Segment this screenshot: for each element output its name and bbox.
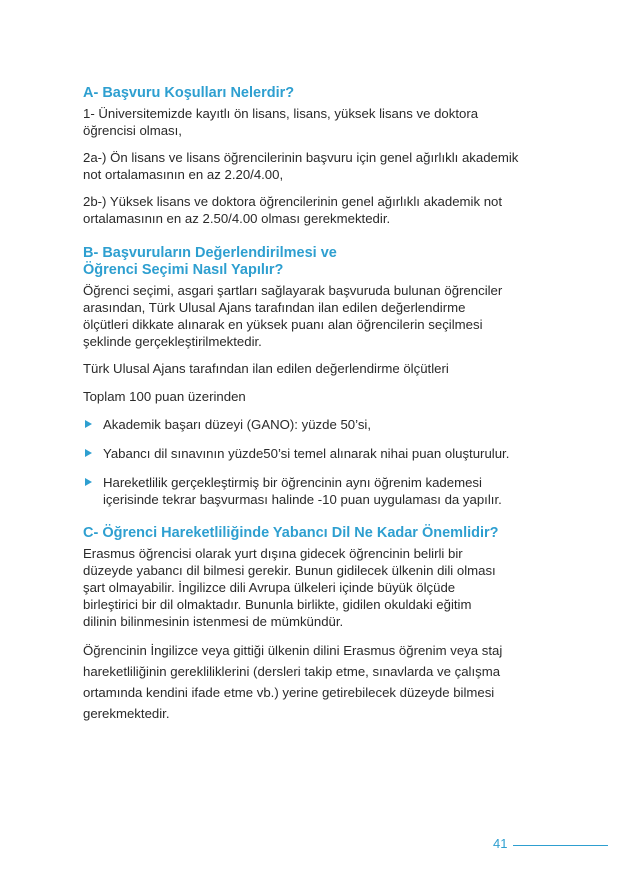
text-line: gerekmektedir. bbox=[83, 706, 170, 721]
text-line: Akademik başarı düzeyi (GANO): yüzde 50’si, bbox=[103, 417, 372, 432]
section-a-item-2b bbox=[83, 193, 563, 227]
section-b-heading bbox=[83, 245, 563, 279]
triangle-bullet-icon bbox=[85, 420, 92, 428]
text-line: 1- Üniversitemizde kayıtlı ön lisans, lisans, yüksek lisans ve doktora bbox=[83, 106, 479, 121]
section-a-heading: A- Başvuru Koşulları Nelerdir? bbox=[83, 85, 295, 101]
bullet-text bbox=[103, 416, 371, 433]
text-line: içerisinde tekrar başvurması halinde -10 puan uygulaması da yapılır. bbox=[103, 492, 502, 507]
text-line: düzeyde yabancı dil bilmesi gerekir. Bunun gidilecek ülkenin dili olması bbox=[83, 563, 496, 578]
section-b-paragraph-1 bbox=[83, 282, 563, 350]
heading-line: Öğrenci Seçimi Nasıl Yapılır? bbox=[83, 262, 284, 278]
bullet-text bbox=[103, 474, 502, 508]
text-line: Erasmus öğrencisi olarak yurt dışına gidecek öğrencinin belirli bir bbox=[83, 546, 463, 561]
text-line: 2b-) Yüksek lisans ve doktora öğrencilerinin genel ağırlıklı akademik not bbox=[83, 194, 503, 209]
heading-line: B- Başvuruların Değerlendirilmesi ve bbox=[83, 245, 337, 261]
text-line: dilinin bilinmesinin istenmesi de mümkündür. bbox=[83, 614, 344, 629]
triangle-bullet-icon bbox=[85, 478, 92, 486]
section-a-item-1 bbox=[83, 105, 563, 139]
section-c-heading: C- Öğrenci Hareketliliğinde Yabancı Dil Ne Kadar Önemlidir? bbox=[83, 525, 499, 541]
text-line: not ortalamasının en az 2.20/4.00, bbox=[83, 167, 284, 182]
text-line: arasından, Türk Ulusal Ajans tarafından ilan edilen değerlendirme bbox=[83, 300, 466, 315]
text-line: birleştirici bir dil olmaktadır. Bununla birlikte, gidilen okuldaki eğitim bbox=[83, 597, 472, 612]
text-line: hareketliliğinin gerekliliklerini (dersleri takip etme, sınavlarda ve çalışma bbox=[83, 664, 501, 679]
page-content bbox=[83, 85, 563, 724]
section-b-paragraph-2: Türk Ulusal Ajans tarafından ilan edilen değerlendirme ölçütleri bbox=[83, 361, 449, 376]
text-line: Yabancı dil sınavının yüzde50’si temel alınarak nihai puan oluşturulur. bbox=[103, 446, 510, 461]
section-c-paragraph-1 bbox=[83, 545, 563, 630]
bullet-item bbox=[83, 445, 563, 462]
text-line: Hareketlilik gerçekleştirmiş bir öğrencinin aynı öğrenim kademesi bbox=[103, 475, 482, 490]
text-line: şart olmayabilir. İngilizce dili Avrupa ülkeleri içinde büyük ölçüde bbox=[83, 580, 456, 595]
text-line: Öğrencinin İngilizce veya gittiği ülkenin dilini Erasmus öğrenim veya staj bbox=[83, 643, 503, 658]
text-line: Öğrenci seçimi, asgari şartları sağlayarak başvuruda bulunan öğrenciler bbox=[83, 283, 503, 298]
text-line: ölçütleri dikkate alınarak en yüksek puanı alan öğrencilerin seçilmesi bbox=[83, 317, 483, 332]
text-line: 2a-) Ön lisans ve lisans öğrencilerinin başvuru için genel ağırlıklı akademik bbox=[83, 150, 519, 165]
bullet-item bbox=[83, 416, 563, 433]
section-b-paragraph-3: Toplam 100 puan üzerinden bbox=[83, 389, 246, 404]
text-line: ortalamasının en az 2.50/4.00 olması gerekmektedir. bbox=[83, 211, 391, 226]
section-a-item-2a bbox=[83, 149, 563, 183]
bullet-item bbox=[83, 474, 563, 508]
page-number: 41 bbox=[493, 836, 508, 851]
text-line: öğrencisi olması, bbox=[83, 123, 182, 138]
text-line: ortamında kendini ifade etme vb.) yerine getirebilecek düzeyde bilmesi bbox=[83, 685, 495, 700]
footer-rule bbox=[513, 845, 608, 846]
text-line: şeklinde gerçekleştirilmektedir. bbox=[83, 334, 262, 349]
section-c-paragraph-2 bbox=[83, 640, 563, 724]
triangle-bullet-icon bbox=[85, 449, 92, 457]
bullet-text bbox=[103, 445, 509, 462]
